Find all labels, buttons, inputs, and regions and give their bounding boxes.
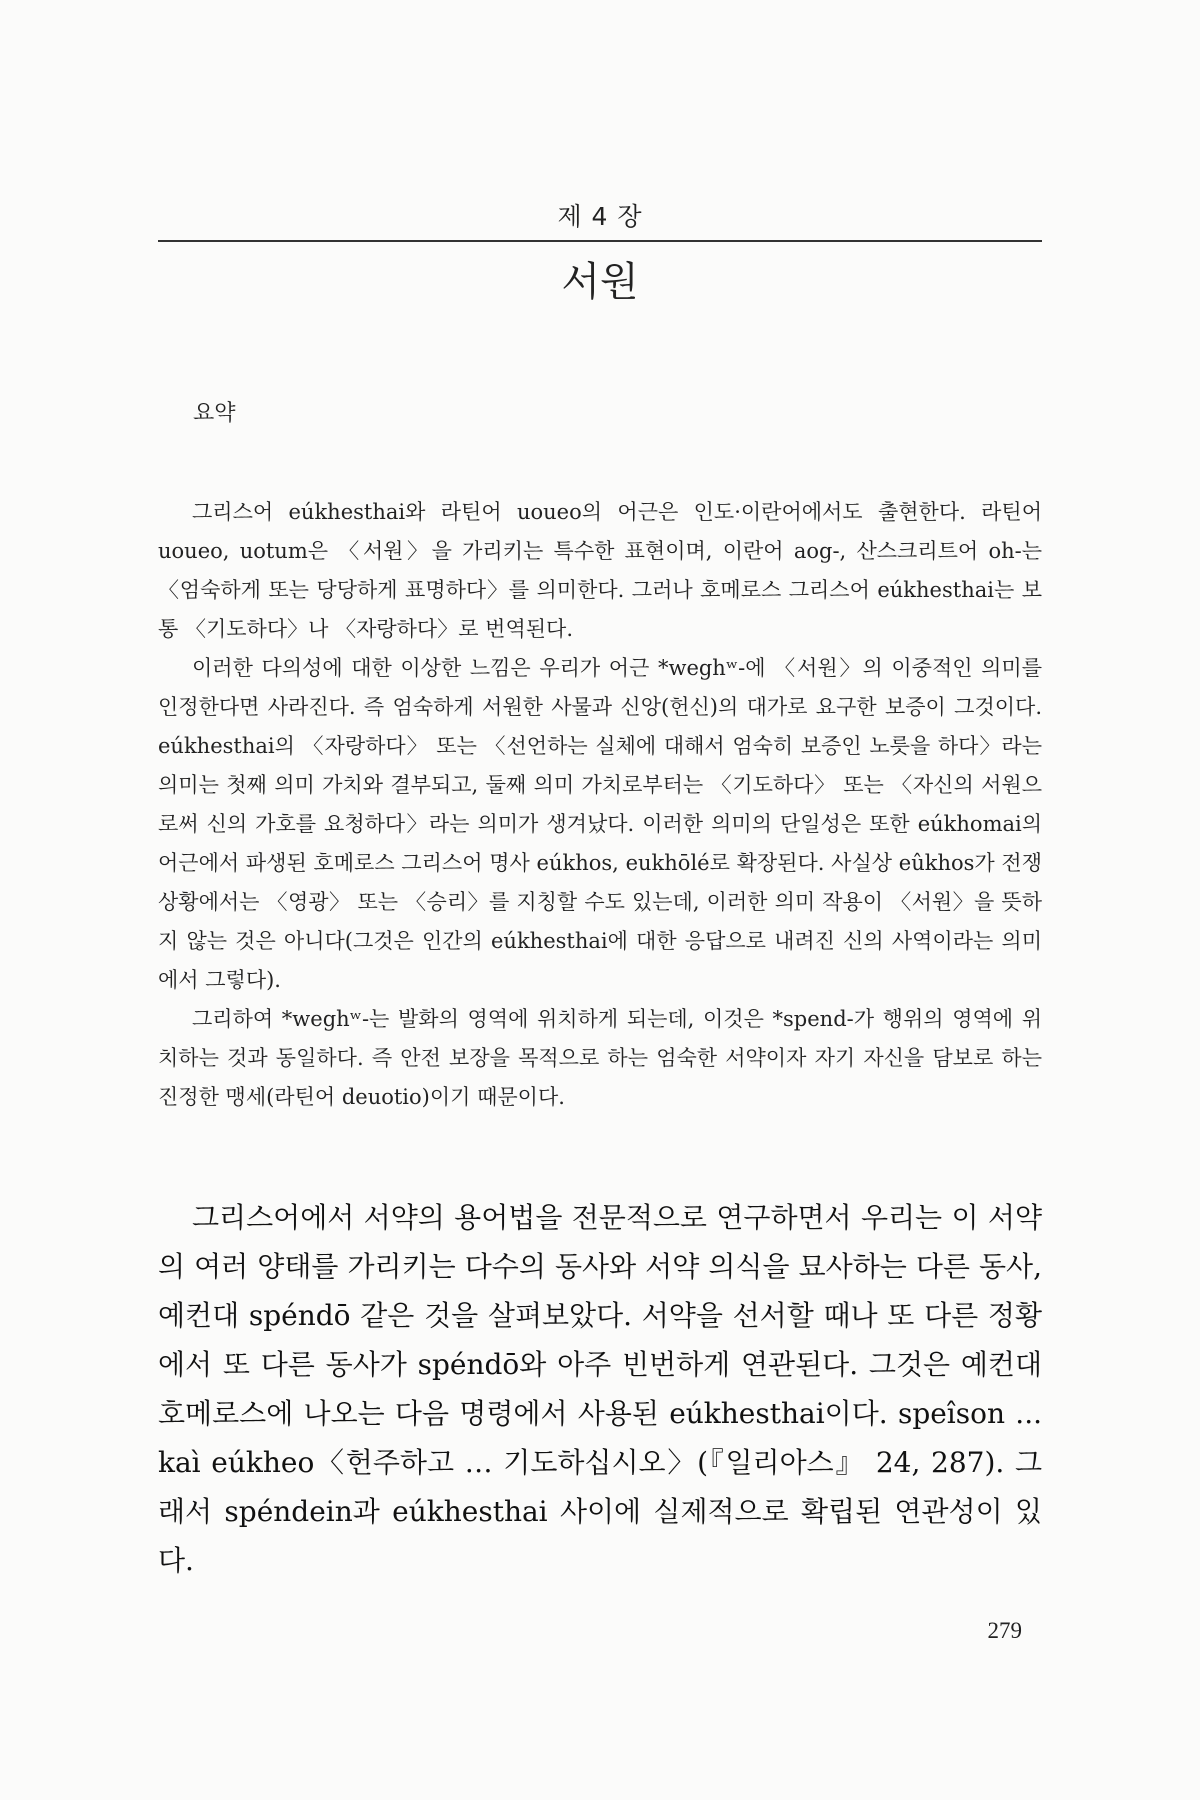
summary-block [158, 493, 1042, 1117]
chapter-title: 서원 [561, 259, 639, 305]
body-paragraph: 그리스어에서 서약의 용어법을 전문적으로 연구하면서 우리는 이 서약의 여러 양태를 가리키는 다수의 동사와 서약 의식을 묘사하는 다른 동사, 예컨대 spéndō 같은 것을 살펴보았다. 서약을 선서할 때나 또 다른 정황에서 또 다른 동사가 spéndō와 아주 빈번하게 연관된다. 그것은 예컨대 호메로스에 나오는 다음 명령에서 사용된 eúkhesthai이다. speîson ... kaì eúkheo〈헌주하고 … 기도하십시오〉(『일리아스』 24, 287). 그래서 spéndein과 eúkhesthai 사이에 실제적으로 확립된 연관성이 있다. [158, 1201, 1042, 1577]
chapter-divider [158, 240, 1042, 242]
chapter-number: 제 4 장 [557, 202, 643, 231]
page-number: 279 [987, 1618, 1022, 1643]
summary-heading: 요약 [193, 401, 236, 426]
summary-paragraph: 그리스어 eúkhesthai와 라틴어 uoueo의 어근은 인도·이란어에서도 출현한다. 라틴어 uoueo, uotum은 〈서원〉을 가리키는 특수한 표현이며, 이란어 aog-, 산스크리트어 oh-는 〈엄숙하게 또는 당당하게 표명하다〉를 의미한다. 그러나 호메로스 그리스어 eúkhesthai는 보통 〈기도하다〉나 〈자랑하다〉로 번역된다. [158, 500, 1042, 641]
main-text [158, 1193, 1042, 1585]
summary-paragraph: 그리하여 *weghʷ-는 발화의 영역에 위치하게 되는데, 이것은 *spend-가 행위의 영역에 위치하는 것과 동일하다. 즉 안전 보장을 목적으로 하는 엄숙한 서약이자 자기 자신을 담보로 하는 진정한 맹세(라틴어 deuotio)이기 때문이다. [158, 1007, 1042, 1109]
summary-paragraph: 이러한 다의성에 대한 이상한 느낌은 우리가 어근 *weghʷ-에 〈서원〉의 이중적인 의미를 인정한다면 사라진다. 즉 엄숙하게 서원한 사물과 신앙(헌신)의 대가로 요구한 보증이 그것이다. eúkhesthai의 〈자랑하다〉 또는 〈선언하는 실체에 대해서 엄숙히 보증인 노릇을 하다〉라는 의미는 첫째 의미 가치와 결부되고, 둘째 의미 가치로부터는 〈기도하다〉 또는 〈자신의 서원으로써 신의 가호를 요청하다〉라는 의미가 생겨났다. 이러한 의미의 단일성은 또한 eúkhomai의 어근에서 파생된 호메로스 그리스어 명사 eúkhos, eukhōlé로 확장된다. 사실상 eûkhos가 전쟁 상황에서는 〈영광〉 또는 〈승리〉를 지칭할 수도 있는데, 이러한 의미 작용이 〈서원〉을 뜻하지 않는 것은 아니다(그것은 인간의 eúkhesthai에 대한 응답으로 내려진 신의 사역이라는 의미에서 그렇다). [158, 656, 1042, 992]
